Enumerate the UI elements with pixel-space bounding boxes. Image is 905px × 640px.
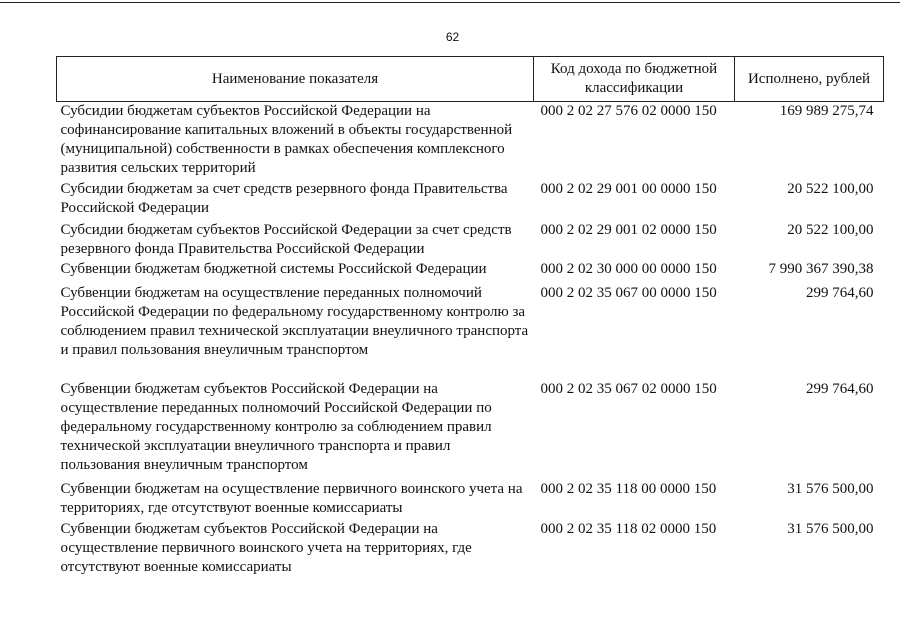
page-number: 62 — [445, 30, 460, 44]
budget-income-table — [56, 56, 884, 580]
table-row — [57, 480, 884, 520]
row-name: Субсидии бюджетам субъектов Российской Федерации на софинансирование капитальных вложений в объекты государственной (муниципальной) собственности в рамках обеспечения комплексного развития сельских территорий — [60, 103, 513, 176]
table-row — [57, 180, 884, 221]
header-income-code: Код дохода по бюджетной классификации — [534, 57, 735, 102]
row-name: Субвенции бюджетам на осуществление переданных полномочий Российской Федерации по федеральному государственному контролю за соблюдением правил технической эксплуатации внеуличного транспорта и правил пользования внеуличным транспортом — [60, 284, 529, 358]
row-name: Субвенции бюджетам бюджетной системы Российской Федерации — [60, 260, 487, 277]
row-name: Субсидии бюджетам субъектов Российской Федерации за счет средств резервного фонда Правительства Российской Федерации — [60, 221, 512, 257]
table-row — [57, 520, 884, 580]
row-code: 000 2 02 30 000 00 0000 150 — [540, 260, 717, 277]
row-name: Субвенции бюджетам субъектов Российской Федерации на осуществление переданных полномочий Российской Федерации по федеральному государственному контролю за соблюдением правил технической эксплуатации внеуличного транспорта и правил пользования внеуличным транспортом — [60, 380, 492, 473]
header-indicator-name: Наименование показателя — [57, 57, 534, 102]
table-row — [57, 102, 884, 180]
table-row — [57, 380, 884, 480]
header-executed-amount: Исполнено, рублей — [735, 57, 884, 102]
row-amount: 7 990 367 390,38 — [768, 260, 874, 277]
row-code: 000 2 02 35 067 00 0000 150 — [540, 284, 717, 301]
row-name: Субвенции бюджетам на осуществление первичного воинского учета на территориях, где отсутствуют военные комиссариаты — [60, 480, 523, 516]
row-code: 000 2 02 27 576 02 0000 150 — [540, 103, 717, 119]
row-code: 000 2 02 35 067 02 0000 150 — [540, 380, 717, 397]
row-name: Субсидии бюджетам за счет средств резервного фонда Правительства Российской Федерации — [60, 180, 508, 216]
row-code: 000 2 02 35 118 02 0000 150 — [540, 520, 717, 537]
table-row — [57, 221, 884, 260]
row-amount: 169 989 275,74 — [779, 103, 874, 119]
top-border-line — [0, 2, 900, 3]
row-code: 000 2 02 35 118 00 0000 150 — [540, 480, 717, 497]
table-header-row — [57, 57, 884, 102]
row-code: 000 2 02 29 001 02 0000 150 — [540, 221, 717, 238]
table-row — [57, 284, 884, 380]
table-row — [57, 260, 884, 284]
row-code: 000 2 02 29 001 00 0000 150 — [540, 180, 717, 197]
row-amount: 20 522 100,00 — [787, 180, 874, 197]
row-amount: 31 576 500,00 — [787, 480, 874, 497]
row-amount: 299 764,60 — [806, 284, 874, 301]
row-amount: 31 576 500,00 — [787, 520, 874, 537]
row-amount: 299 764,60 — [806, 380, 874, 397]
row-name: Субвенции бюджетам субъектов Российской Федерации на осуществление первичного воинского учета на территориях, где отсутствуют военные комиссариаты — [60, 520, 472, 575]
row-amount: 20 522 100,00 — [787, 221, 874, 238]
